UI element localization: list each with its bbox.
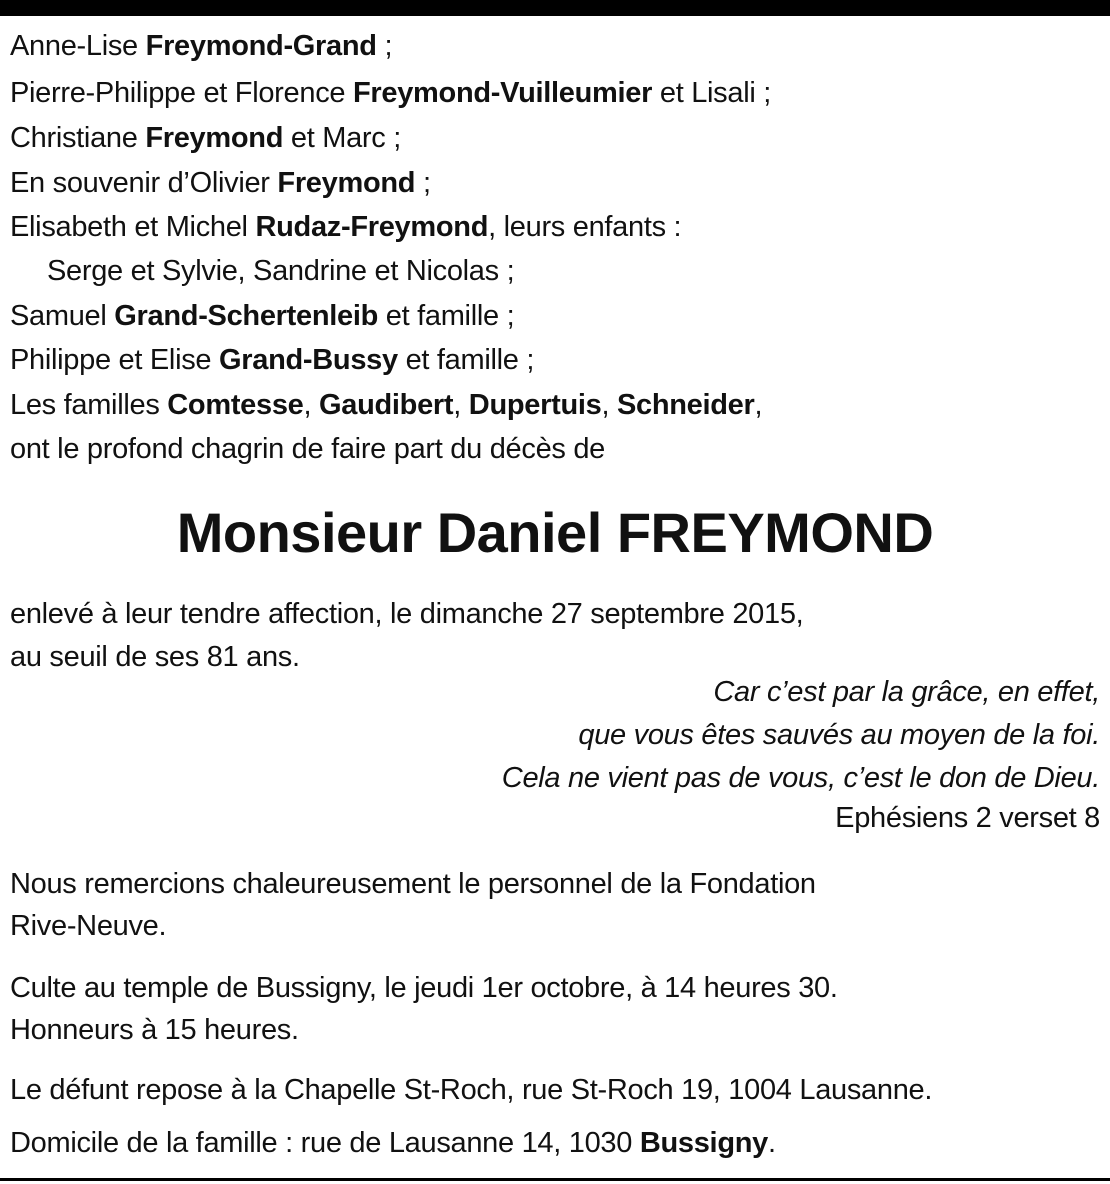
text-segment: , xyxy=(754,389,763,421)
text-segment: , xyxy=(453,389,469,421)
top-border xyxy=(0,0,1110,16)
service-line: Culte au temple de Bussigny, le jeudi 1er octobre, à 14 heures 30. xyxy=(10,972,838,1004)
repose-line: Le défunt repose à la Chapelle St-Roch, rue St-Roch 19, 1004 Lausanne. xyxy=(10,1074,933,1106)
text-segment: ; xyxy=(415,167,431,199)
text-segment: , leurs enfants : xyxy=(488,211,682,243)
family-name: Dupertuis xyxy=(468,389,602,421)
text-segment: Serge et Sylvie, Sandrine et Nicolas ; xyxy=(47,255,515,287)
family-name: Rudaz-Freymond xyxy=(255,211,489,243)
text-segment: Samuel xyxy=(10,300,115,332)
family-name: Freymond xyxy=(277,167,416,199)
text-segment: Elisabeth et Michel xyxy=(10,211,256,243)
thanks-line: Nous remercions chaleureusement le personnel de la Fondation xyxy=(10,868,816,900)
family-line xyxy=(10,342,534,378)
family-name: Grand-Bussy xyxy=(219,344,398,376)
family-line xyxy=(47,253,514,289)
verse-line: que vous êtes sauvés au moyen de la foi. xyxy=(578,719,1100,751)
verse-line: Car c’est par la grâce, en effet, xyxy=(713,676,1100,708)
family-line xyxy=(10,120,401,156)
family-line xyxy=(10,431,605,467)
text-segment: ; xyxy=(376,30,393,62)
family-name: Freymond-Vuilleumier xyxy=(353,77,653,109)
verse-line: Cela ne vient pas de vous, c’est le don de Dieu. xyxy=(501,762,1100,794)
text-segment: En souvenir d’Olivier xyxy=(10,167,278,199)
death-line: enlevé à leur tendre affection, le dimanche 27 septembre 2015, xyxy=(10,598,804,630)
family-name: Freymond-Grand xyxy=(145,30,377,62)
text-segment: et famille ; xyxy=(397,344,535,376)
text-segment: Pierre-Philippe et Florence xyxy=(10,77,353,109)
thanks-line: Rive-Neuve. xyxy=(10,910,167,942)
text-segment: Domicile de la famille : rue de Lausanne 14, 1030 xyxy=(10,1127,640,1159)
bottom-border xyxy=(0,1178,1110,1181)
text-segment: et famille ; xyxy=(378,300,515,332)
text-segment: Philippe et Elise xyxy=(10,344,219,376)
family-name: Grand-Schertenleib xyxy=(114,300,379,332)
text-segment: . xyxy=(767,1127,776,1159)
family-name: Comtesse xyxy=(167,389,304,421)
text-segment: Christiane xyxy=(10,122,146,154)
family-name: Freymond xyxy=(145,122,284,154)
domicile-line xyxy=(10,1125,776,1161)
family-line xyxy=(10,165,431,201)
text-segment: , xyxy=(601,389,617,421)
family-name: Schneider xyxy=(616,389,755,421)
text-segment: , xyxy=(303,389,320,421)
family-line xyxy=(10,387,762,423)
text-segment: Les familles xyxy=(10,389,168,421)
family-line xyxy=(10,75,771,111)
family-line xyxy=(10,28,392,64)
family-name: Bussigny xyxy=(639,1127,768,1159)
service-line: Honneurs à 15 heures. xyxy=(10,1014,299,1046)
deceased-name: Monsieur Daniel FREYMOND xyxy=(176,501,934,564)
text-segment: Anne-Lise xyxy=(10,30,146,62)
age-line: au seuil de ses 81 ans. xyxy=(10,641,300,673)
text-segment: et Marc ; xyxy=(283,122,401,154)
verse-reference: Ephésiens 2 verset 8 xyxy=(835,802,1100,834)
family-name: Gaudibert xyxy=(319,389,454,421)
family-line xyxy=(10,298,514,334)
family-line xyxy=(10,209,681,245)
text-segment: et Lisali ; xyxy=(652,77,772,109)
text-segment: ont le profond chagrin de faire part du décès de xyxy=(10,433,606,465)
